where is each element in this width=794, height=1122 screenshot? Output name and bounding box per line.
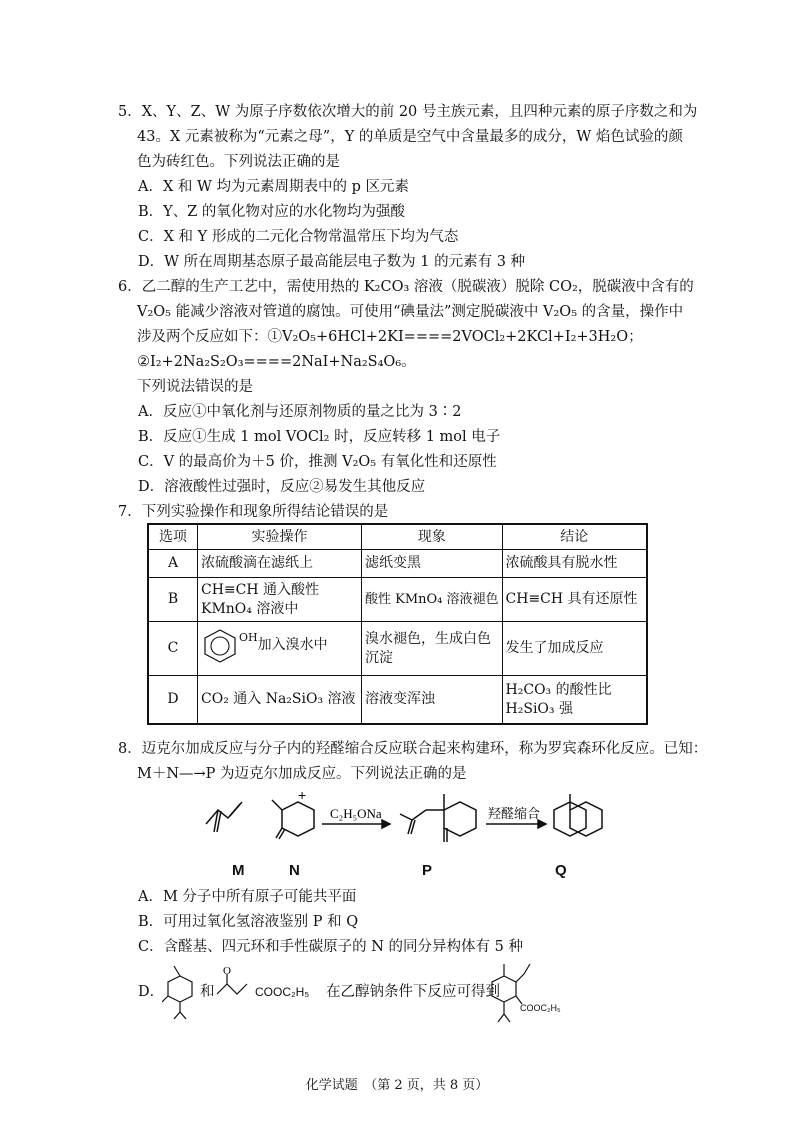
reagent-label: C₂H₅ONa [330,806,382,821]
q5-option-d: D．W 所在周期基态原子最高能层电子数为 1 的元素有 3 种 [138,254,526,270]
row-d-option: D [149,676,198,724]
row-a-option: A [149,550,198,578]
q8-option-b: B．可用过氧化氢溶液鉴别 P 和 Q [138,914,359,930]
header-operation: 实验操作 [198,525,362,550]
row-b-operation: CH≡CH 通入酸性 KMnO₄ 溶液中 [198,578,362,622]
row-d-operation: CO₂ 通入 Na₂SiO₃ 溶液 [198,676,362,724]
row-b-option: B [149,578,198,622]
table-row [149,676,647,724]
q6-option-b: B．反应①生成 1 mol VOCl₂ 时，反应转移 1 mol 电子 [138,429,501,445]
row-c-option: C [149,622,198,676]
row-a-operation: 浓硫酸滴在滤纸上 [198,550,362,578]
q7-stem: 7．下列实验操作和现象所得结论错误的是 [118,504,389,520]
q5-option-b: B．Y、Z 的氧化物对应的水化物均为强酸 [138,204,405,220]
page-footer: 化学试题 （第 2 页，共 8 页） [305,1078,489,1093]
q8-option-d-and: 和 [200,984,215,1000]
q8-option-d-prefix: D． [138,984,165,1000]
p-structure [444,802,476,836]
label-q: Q [555,862,567,879]
q6-option-a: A．反应①中氧化剂与还原剂物质的量之比为 3∶2 [138,404,462,420]
q5-stem-line2: 43。X 元素被称为“元素之母”，Y 的单质是空气中含量最多的成分，W 焰色试验的颜 [137,129,683,145]
row-b-phenomenon: 酸性 KMnO₄ 溶液褪色 [362,578,503,622]
row-d-conclusion: H₂CO₃ 的酸性比 H₂SiO₃ 强 [502,676,646,724]
header-conclusion: 结论 [502,525,646,550]
robinson-reaction-scheme [190,790,610,860]
q8-option-c: C．含醛基、四元环和手性碳原子的 N 的同分异构体有 5 种 [138,939,523,955]
q5-option-a: A．X 和 W 均为元素周期表中的 p 区元素 [138,179,410,195]
d-reactant1-structure [162,962,200,1022]
reaction2-label: 羟醛缩合 [488,806,541,821]
q6-stem-line4: ②I₂+2Na₂S₂O₃====2NaI+Na₂S₄O₆。 [137,354,416,370]
q5-option-c: C．X 和 Y 形成的二元化合物常温常压下均为气态 [138,229,459,245]
row-c-conclusion: 发生了加成反应 [502,622,646,676]
row-d-phenomenon: 溶液变浑浊 [362,676,503,724]
row-c-operation [198,622,362,676]
d-reactant2-structure [215,966,255,1002]
q6-option-d: D．溶液酸性过强时，反应②易发生其他反应 [138,479,426,495]
m-structure [206,804,240,824]
q6-ask: 下列说法错误的是 [137,379,253,395]
table-row [149,550,647,578]
q7-table [148,524,647,724]
row-c-oh-label: OH [239,630,258,644]
label-n: N [289,862,300,879]
row-c-operation-text: 加入溴水中 [257,637,328,653]
row-b-conclusion: CH≡CH 具有还原性 [502,578,646,622]
q6-stem-line1: 6．乙二醇的生产工艺中，需使用热的 K₂CO₃ 溶液（脱碳液）脱除 CO₂，脱碳液中含有的 [118,279,694,295]
q6-stem-line2: V₂O₅ 能减少溶液对管道的腐蚀。可使用“碘量法”测定脱碳液中 V₂O₅ 的含量，操作中 [137,304,684,320]
d-carbonyl-o: O [223,966,231,977]
q6-stem-line3: 涉及两个反应如下：①V₂O₅+6HCl+2KI====2VOCl₂+2KCl+I₂+3H₂O； [137,329,643,345]
header-option: 选项 [149,525,198,550]
header-phenomenon: 现象 [362,525,503,550]
q8-option-d-mid: 在乙醇钠条件下反应可得到 [326,984,500,1000]
row-c-phenomenon: 溴水褪色，生成白色沉淀 [362,622,503,676]
table-row [149,622,647,676]
n-structure [282,802,314,836]
q5-stem-line1: 5．X、Y、Z、W 为原子序数依次增大的前 20 号主族元素，且四种元素的原子序数之和为 [118,104,698,120]
q8-stem-line1: 8．迈克尔加成反应与分子内的羟醛缩合反应联合起来构建环，称为罗宾森环化反应。已知： [118,741,708,757]
row-a-conclusion: 浓硫酸具有脱水性 [502,550,646,578]
q6-option-c: C．V 的最高价为＋5 价，推测 V₂O₅ 有氧化性和还原性 [138,454,497,470]
phenol-structure-icon [201,626,239,666]
q8-option-a: A．M 分子中所有原子可能共平面 [138,889,357,905]
q8-option-d-ester: COOC₂H₅ [255,985,310,999]
q8-stem-line2: M＋N—→P 为迈克尔加成反应。下列说法正确的是 [137,766,467,782]
q5-stem-line3: 色为砖红色。下列说法正确的是 [137,154,340,170]
d-product-ester: COOC₂H₅ [520,1003,561,1013]
label-m: M [232,862,245,879]
plus-sign: + [298,790,307,803]
row-a-phenomenon: 滤纸变黑 [362,550,503,578]
label-p: P [422,862,433,879]
table-row [149,578,647,622]
table-header-row [149,525,647,550]
